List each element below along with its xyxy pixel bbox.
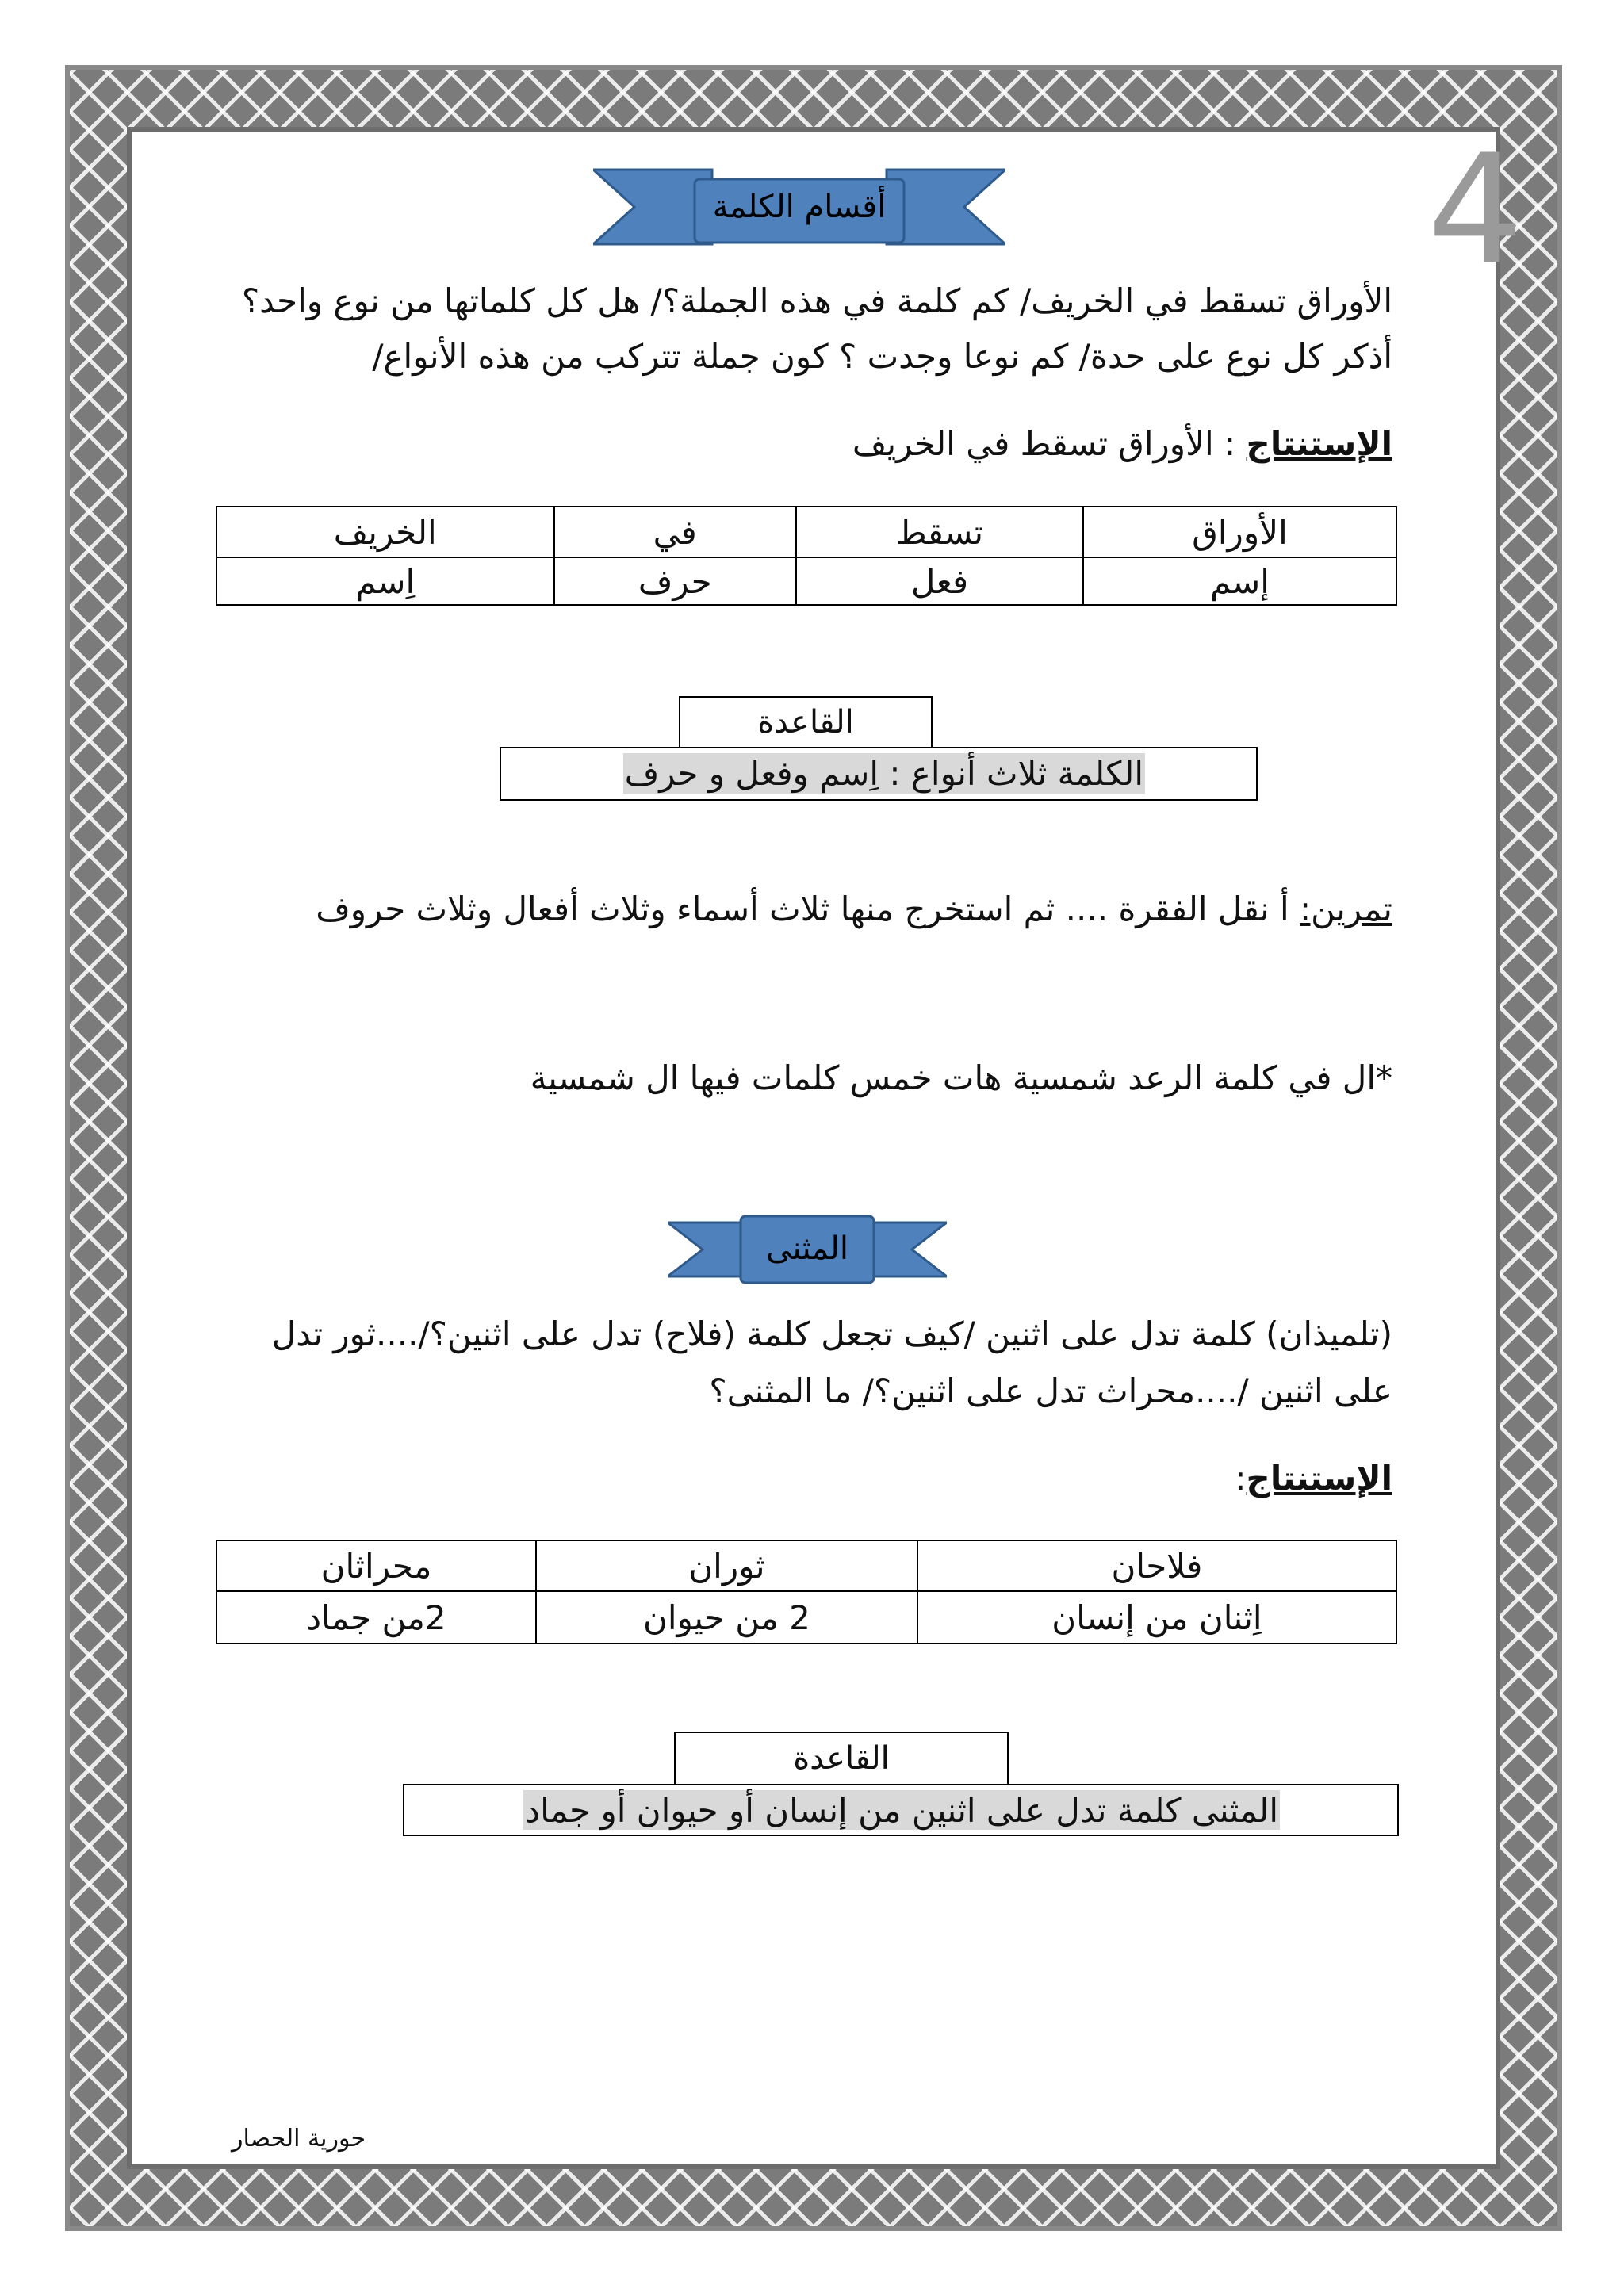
table-row bbox=[216, 1591, 1396, 1644]
conclusion-label: الإستنتاج bbox=[1246, 424, 1392, 463]
table-cell: محراثان bbox=[216, 1540, 536, 1591]
note-line: *ال في كلمة الرعد شمسية هات خمس كلمات فيها ال شمسية bbox=[530, 1058, 1392, 1097]
section-title: المثنى bbox=[766, 1230, 848, 1267]
exercise-text: أ نقل الفقرة .... ثم استخرج منها ثلاث أسماء وثلاث أفعال وثلاث حروف bbox=[316, 890, 1300, 928]
section-title: أقسام الكلمة bbox=[712, 189, 887, 225]
table-cell: إسم bbox=[1083, 557, 1396, 605]
table-cell: الأوراق bbox=[1083, 507, 1396, 557]
table-cell: فلاحان bbox=[917, 1540, 1396, 1591]
section-banner-dual bbox=[668, 1213, 947, 1286]
rule-box bbox=[403, 1784, 1399, 1836]
table-cell: 2 من حيوان bbox=[536, 1591, 917, 1644]
conclusion-text: : الأوراق تسقط في الخريف bbox=[852, 424, 1247, 463]
table-cell: الخريف bbox=[216, 507, 554, 557]
exercise-line bbox=[316, 882, 1392, 937]
conclusion-suffix: : bbox=[1235, 1459, 1247, 1498]
table-cell: حرف bbox=[554, 557, 796, 605]
question-line-2: أذكر كل نوع على حدة/ كم نوعا وجدت ؟ كون جملة تتركب من هذه الأنواع/ bbox=[372, 337, 1392, 376]
table-cell: ثوران bbox=[536, 1540, 917, 1591]
rule-box bbox=[500, 747, 1258, 801]
conclusion-label: الإستنتاج bbox=[1246, 1459, 1392, 1498]
rule-header: القاعدة bbox=[674, 1732, 1009, 1785]
table-row bbox=[216, 557, 1396, 605]
table-cell: 2من جماد bbox=[216, 1591, 536, 1644]
conclusion-line bbox=[1235, 1451, 1392, 1506]
exercise-label: تمرين: bbox=[1300, 890, 1392, 928]
dual-examples-table bbox=[216, 1540, 1397, 1644]
table-cell: فعل bbox=[796, 557, 1083, 605]
table-cell: تسقط bbox=[796, 507, 1083, 557]
conclusion-line bbox=[852, 416, 1392, 472]
rule-text: الكلمة ثلاث أنواع : اِسم وفعل و حرف bbox=[624, 754, 1143, 793]
question-line-1: الأوراق تسقط في الخريف/ كم كلمة في هذه الجملة؟/ هل كل كلماتها من نوع واحد؟ bbox=[241, 281, 1392, 320]
table-row bbox=[216, 1540, 1396, 1591]
table-row bbox=[216, 507, 1396, 557]
word-type-table bbox=[216, 506, 1397, 606]
rule-text: المثنى كلمة تدل على اثنين من إنسان أو حيوان أو جماد bbox=[525, 1791, 1278, 1830]
question-line-1: (تلميذان) كلمة تدل على اثنين /كيف تجعل كلمة (فلاح) تدل على اثنين؟/....ثور تدل bbox=[271, 1314, 1392, 1353]
question-line-2: على اثنين /....محراث تدل على اثنين؟/ ما المثنى؟ bbox=[709, 1372, 1392, 1410]
section-banner-word-parts bbox=[593, 165, 1005, 252]
rule-header: القاعدة bbox=[679, 696, 933, 748]
author-signature: حورية الحصار bbox=[232, 2125, 366, 2152]
table-cell: اِسم bbox=[216, 557, 554, 605]
table-cell: اِثنان من إنسان bbox=[917, 1591, 1396, 1644]
table-cell: في bbox=[554, 507, 796, 557]
page-number: 4 bbox=[1427, 122, 1523, 297]
